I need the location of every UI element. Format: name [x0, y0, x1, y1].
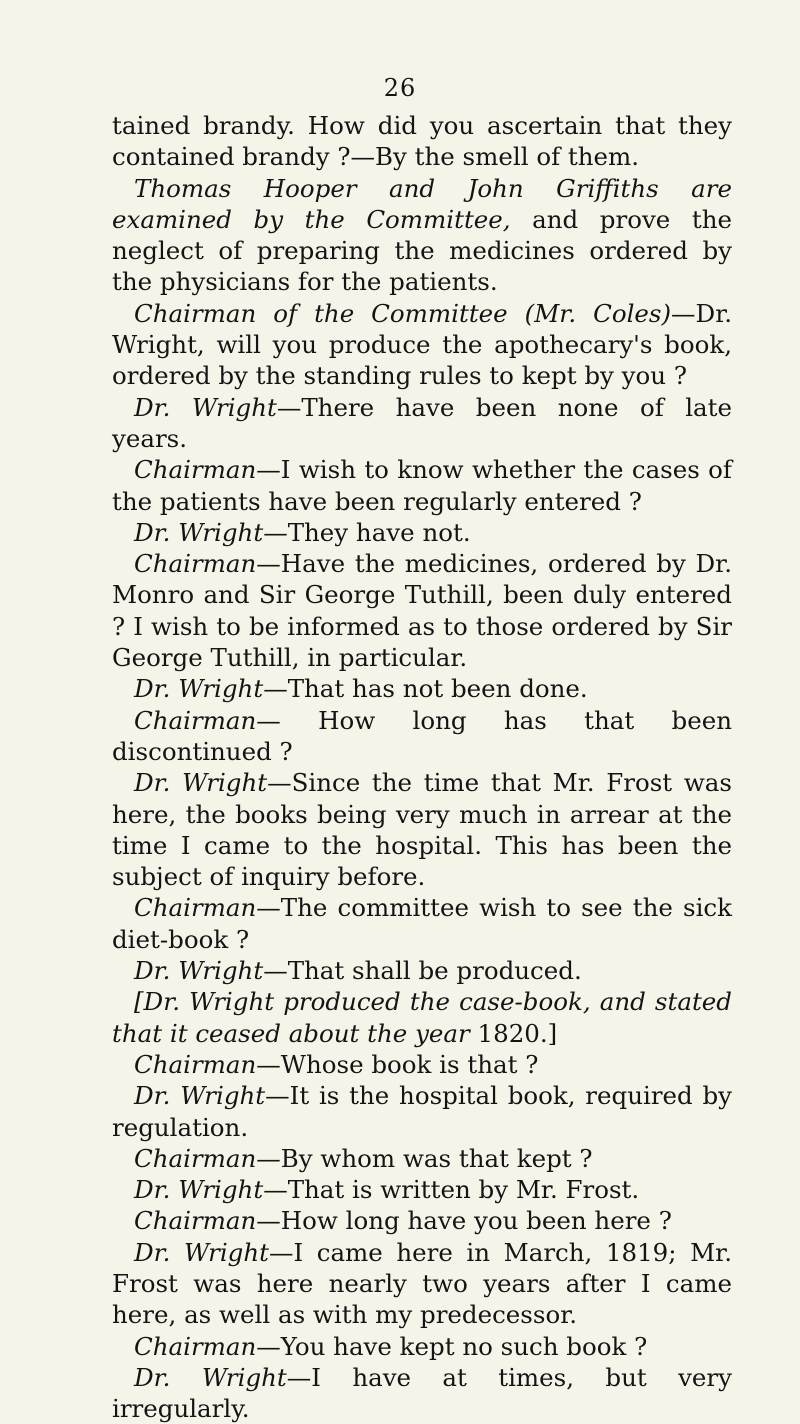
- paragraph: [112, 955, 732, 986]
- paragraph: [112, 173, 732, 298]
- paragraph: [112, 1205, 732, 1236]
- paragraph-text: —That is written by Mr. Frost.: [263, 1175, 640, 1205]
- speaker-label: Dr. Wright: [134, 1237, 269, 1267]
- speaker-label: Dr. Wright: [134, 1175, 264, 1205]
- speaker-label: Chairman: [134, 1206, 257, 1236]
- paragraph: [112, 673, 732, 704]
- paragraph: [112, 392, 732, 455]
- speaker-label: Dr. Wright: [134, 392, 277, 422]
- paragraph: [112, 892, 732, 955]
- speaker-label: Chairman: [134, 705, 257, 735]
- paragraph: [112, 298, 732, 392]
- paragraph: [112, 986, 732, 1049]
- paragraph-text: —Dr. Wright, will you produce the apothecary's book, ordered by the standing rules to kept by you ?: [112, 298, 732, 391]
- paragraph-text: 1820.]: [469, 1018, 558, 1048]
- paragraph-text: —That has not been done.: [263, 674, 588, 704]
- paragraph-text: —Have the medicines, ordered by Dr. Monro and Sir George Tuthill, been duly entered ? I wish to be informed as to those ordered by Sir George Tuthill, in particular.: [112, 549, 732, 673]
- paragraph-text: tained brandy. How did you ascertain that they contained brandy ?—By the smell of them.: [112, 111, 732, 172]
- speaker-label: Chairman: [134, 549, 257, 579]
- paragraph-text: —I came here in March, 1819; Mr. Frost was here nearly two years after I came here, as well as with my predecessor.: [112, 1237, 732, 1330]
- speaker-label: Chairman: [134, 1331, 257, 1361]
- paragraph-text: —The committee wish to see the sick diet-book ?: [112, 893, 732, 954]
- paragraph-text: —How long have you been here ?: [256, 1206, 672, 1236]
- paragraph: [112, 454, 732, 517]
- paragraph-text: —Since the time that Mr. Frost was here, the books being very much in arrear at the time I came to the hospital. This has been the subject of inquiry before.: [112, 768, 732, 892]
- speaker-label: Chairman: [134, 1049, 257, 1079]
- paragraph-text: —They have not.: [263, 517, 471, 547]
- paragraph: [112, 517, 732, 548]
- speaker-label: Dr. Wright: [134, 674, 264, 704]
- speaker-label: Dr. Wright: [134, 1362, 287, 1392]
- speaker-label: Chairman: [134, 893, 257, 923]
- speaker-label: Dr. Wright: [134, 768, 268, 798]
- page-text: [112, 110, 732, 1424]
- speaker-label: Chairman: [134, 455, 257, 485]
- paragraph: [112, 1174, 732, 1205]
- paragraph: [112, 767, 732, 892]
- paragraph-text: — How long has that been discontinued ?: [112, 705, 732, 766]
- paragraph: [112, 1049, 732, 1080]
- speaker-label: Chairman: [134, 1143, 257, 1173]
- paragraph-text: —By whom was that kept ?: [256, 1143, 593, 1173]
- paragraph-text: —Whose book is that ?: [256, 1049, 539, 1079]
- paragraph: [112, 1237, 732, 1331]
- paragraph-text: —You have kept no such book ?: [256, 1331, 648, 1361]
- speaker-label: Chairman of the Committee (Mr. Coles): [134, 298, 672, 328]
- paragraph: [112, 548, 732, 673]
- speaker-label: Dr. Wright: [134, 1081, 266, 1111]
- paragraph-text: —There have been none of late years.: [112, 392, 732, 453]
- speaker-label: Dr. Wright: [134, 517, 264, 547]
- paragraph: [112, 1331, 732, 1362]
- paragraph-italic-text: Thomas Hooper and John Griffiths are examined by the Committee,: [112, 173, 732, 234]
- paragraph-italic-text: [Dr. Wright produced the case-book, and stated that it ceased about the year: [112, 987, 732, 1048]
- paragraph-text: —I have at times, but very irregularly.: [112, 1362, 732, 1424]
- paragraph: [112, 705, 732, 768]
- paragraph: [112, 1143, 732, 1174]
- paragraph: [112, 1080, 732, 1143]
- paragraph-text: —That shall be produced.: [263, 956, 582, 986]
- paragraph: [112, 110, 732, 173]
- page-number: 26: [383, 74, 417, 102]
- paragraph-text: and prove the neglect of preparing the medicines ordered by the physicians for the patients.: [112, 204, 732, 297]
- paragraph: [112, 1362, 732, 1424]
- paragraph-text: —It is the hospital book, required by regulation.: [112, 1081, 733, 1142]
- paragraph-text: —I wish to know whether the cases of the patients have been regularly entered ?: [112, 455, 732, 516]
- speaker-label: Dr. Wright: [134, 956, 264, 986]
